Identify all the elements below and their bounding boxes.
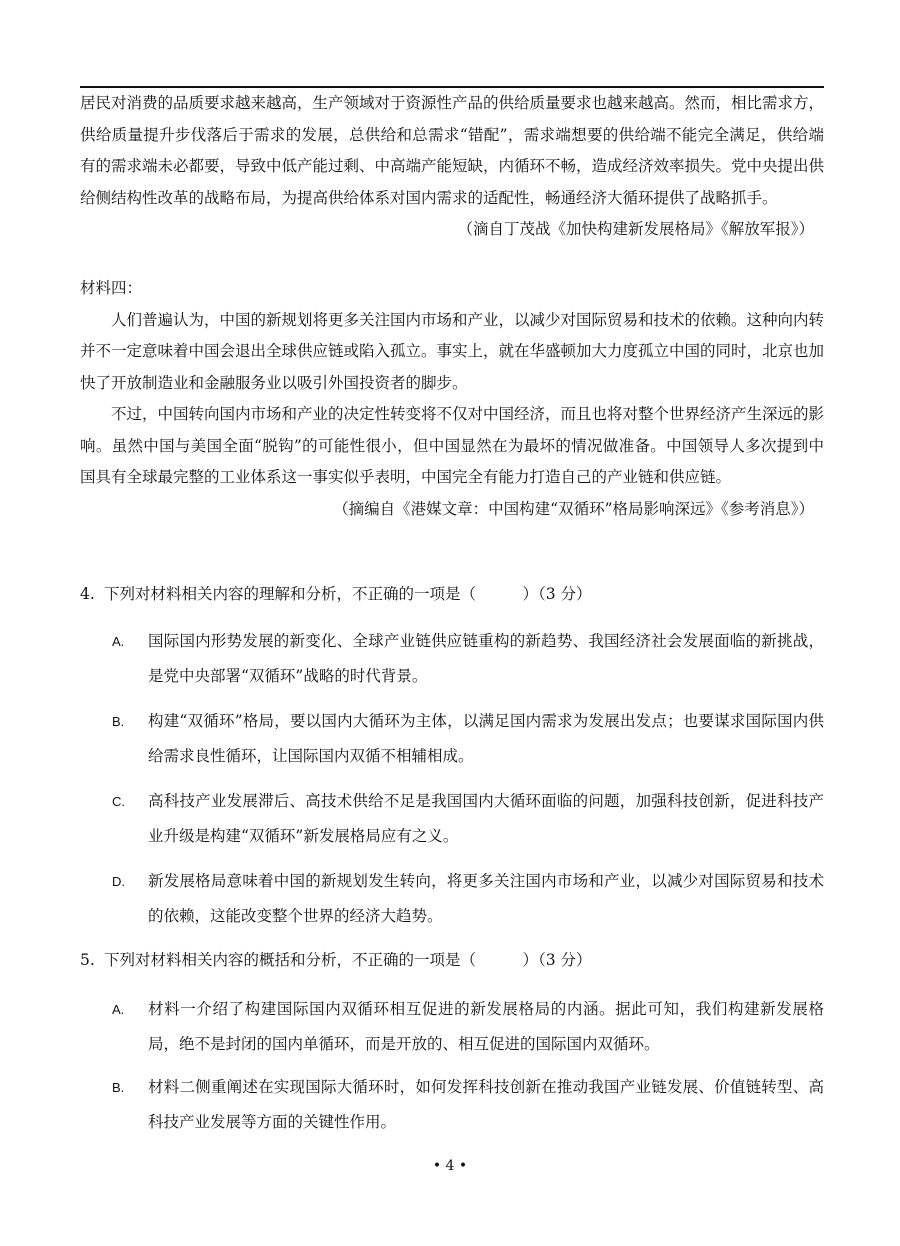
material-four-paragraph-2: 不过，中国转向国内市场和产业的决定性转变将不仅对中国经济，而且也将对整个世界经济产生深远的影响。虽然中国与美国全面“脱钩”的可能性很小，但中国显然在为最坏的情况做准备。中国领导人多次提到中国具有全球最完整的工业体系这一事实似乎表明，中国完全有能力打造自己的产业链和供应链。: [80, 405, 825, 486]
page-number: • 4 •: [432, 1158, 468, 1174]
passage-source: （滴自丁茂战《加快构建新发展格局》《解放军报》）: [457, 220, 814, 238]
material-four-paragraph-1: 人们普遍认为，中国的新规划将更多关注国内市场和产业，以减少对国际贸易和技术的依赖。这种向内转并不一定意味着中国会退出全球供应链或陷入孤立。事实上，就在华盛顿加大力度孤立中国的同时，北京也加快了开放制造业和金融服务业以吸引外国投资者的脚步。: [80, 310, 825, 392]
option-text: 构建“双循环”格局，要以国内大循环为主体，以满足国内需求为发展出发点；也要谋求国际国内供给需求良性循环，让国际国内双循不相辅相成。: [148, 712, 824, 765]
passage-paragraph: 居民对消费的品质要求越来越高，生产领域对于资源性产品的供给质量要求也越来越高。然而，相比需求方，供给质量提升步伐落后于需求的发展，总供给和总需求“错配”，需求端想要的供给端不能完全满足，供给端有的需求端未必都要，导致中低产能过剩、中高端产能短缺，内循环不畅，造成经济效率损失。党中央提出供给侧结构性改革的战略布局，为提高供给体系对国内需求的适配性，畅通经济大循环提供了战略抓手。: [80, 94, 825, 207]
material-four-source: （摘编自《港媒文章：中国构建“双循环”格局影响深远》《参考消息》）: [333, 499, 814, 518]
option-letter: A.: [112, 1002, 125, 1017]
option-text: 材料二侧重阐述在实现国际大循环时，如何发挥科技创新在推动我国产业链发展、价值链转型、高科技产业发展等方面的关键性作用。: [148, 1078, 824, 1131]
question-5-option-a: [112, 992, 824, 1062]
passage-continuation: [80, 88, 824, 246]
question-4-stem: [80, 582, 824, 606]
material-four: [80, 273, 824, 525]
question-5-option-b: [112, 1070, 824, 1140]
option-letter: B.: [112, 1080, 125, 1095]
question-5-number: 5.: [80, 951, 95, 969]
question-5-text: 下列对材料相关内容的概括和分析，不正确的一项是（ ）（3 分）: [104, 951, 592, 969]
question-4-option-a: [112, 624, 824, 694]
option-text: 高科技产业发展滞后、高技术供给不足是我国国内大循环面临的问题，加强科技创新，促进科技产业升级是构建“双循环”新发展格局应有之义。: [148, 792, 824, 845]
material-four-label: 材料四：: [80, 279, 143, 297]
question-4-option-b: [112, 704, 824, 774]
option-letter: A.: [112, 634, 125, 649]
option-text: 国际国内形势发展的新变化、全球产业链供应链重构的新趋势、我国经济社会发展面临的新挑战，是党中央部署“双循环”战略的时代背景。: [148, 632, 824, 685]
question-4-option-d: [112, 864, 824, 934]
question-4-number: 4.: [80, 585, 95, 603]
option-text: 材料一介绍了构建国际国内双循环相互促进的新发展格局的内涵。据此可知，我们构建新发展格局，绝不是封闭的国内单循环，而是开放的、相互促进的国际国内双循环。: [148, 1000, 824, 1053]
question-4-text: 下列对材料相关内容的理解和分析，不正确的一项是（ ）（3 分）: [104, 585, 592, 603]
option-letter: C.: [112, 794, 125, 809]
option-letter: D.: [112, 874, 125, 889]
question-5-stem: [80, 948, 824, 972]
option-letter: B.: [112, 714, 125, 729]
option-text: 新发展格局意味着中国的新规划发生转向，将更多关注国内市场和产业，以减少对国际贸易和技术的依赖，这能改变整个世界的经济大趋势。: [148, 872, 824, 925]
question-4-option-c: [112, 784, 824, 854]
